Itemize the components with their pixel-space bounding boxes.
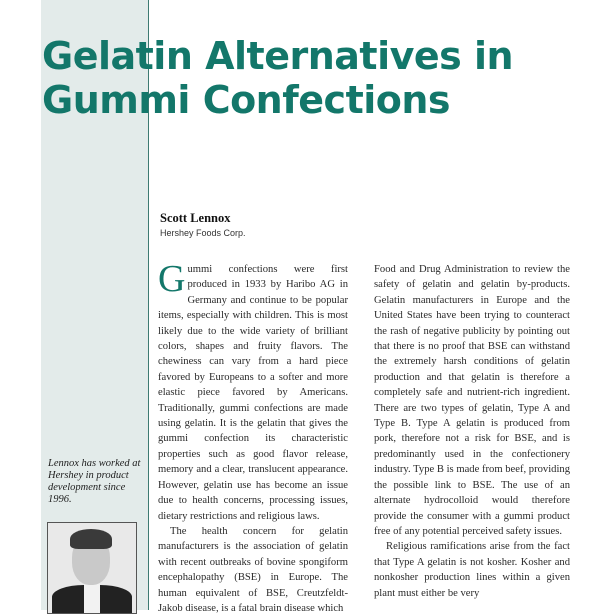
paragraph: Religious ramifications arise from the fact that Type A gelatin is not kosher. Kosher and nonkosher production lines within a given plant must either be very (374, 541, 570, 599)
paragraph-text: ummi confections were first produced in 1933 by Haribo AG in Germany and continue to be popular items, especially with children. This is most likely due to the wide variety of brilliant colors, shapes and fruity flavors. The chewiness can vary from a hard piece favored by Europeans to a softer and more elastic piece favored by Americans. Traditionally, gummi confections are made using gelatin. It is the gelatin that gives the gummi confection its characteristic properties such as good flavor release, memory and a clear, translucent appearance. However, gelatin use has become an issue due to health concerns, processing issues, dietary restrictions and religious laws. (158, 264, 348, 522)
body-column-1 (158, 258, 348, 616)
photo-shirt (84, 583, 100, 613)
paragraph (158, 258, 348, 524)
paragraph: The health concern for gelatin manufacturers is the association of gelatin with recent outbreaks of bovine spongiform encephalopathy (BSE) in Europe. The human equivalent of BSE, Creutzfeldt-Jakob disease, is a fatal brain disease which (158, 525, 348, 614)
title-line-2: Gummi Confections (42, 78, 451, 122)
body-column-2 (374, 262, 570, 601)
photo-hair (70, 529, 112, 549)
author-bio: Lennox has worked at Hershey in product development since 1996. (48, 458, 141, 505)
author-name: Scott Lennox (160, 211, 231, 225)
article-title (42, 34, 513, 122)
title-line-1: Gelatin Alternatives in (42, 34, 514, 78)
author-affiliation: Hershey Foods Corp. (160, 228, 246, 238)
paragraph: Food and Drug Administration to review the safety of gelatin and gelatin by-products. Gelatin manufacturers in Europe and the United States have been trying to counteract the rash of negative publicity by pointing out that there is no proof that BSE can withstand the extremely harsh conditions of gelatin production and that gelatin is therefore a completely safe and nutrient-rich ingredient. There are two types of gelatin, Type A and Type B. Type A gelatin is produced from pork, therefore not a risk for BSE, and is predominantly used in the confectionery industry. Type B is made from beef, providing the possible link to BSE. The use of an alternate hydrocolloid would therefore provide the consumer with a gummi product free of any potential perceived safety issues. (374, 264, 570, 537)
drop-cap: G (158, 258, 186, 300)
author-photo (47, 522, 137, 614)
